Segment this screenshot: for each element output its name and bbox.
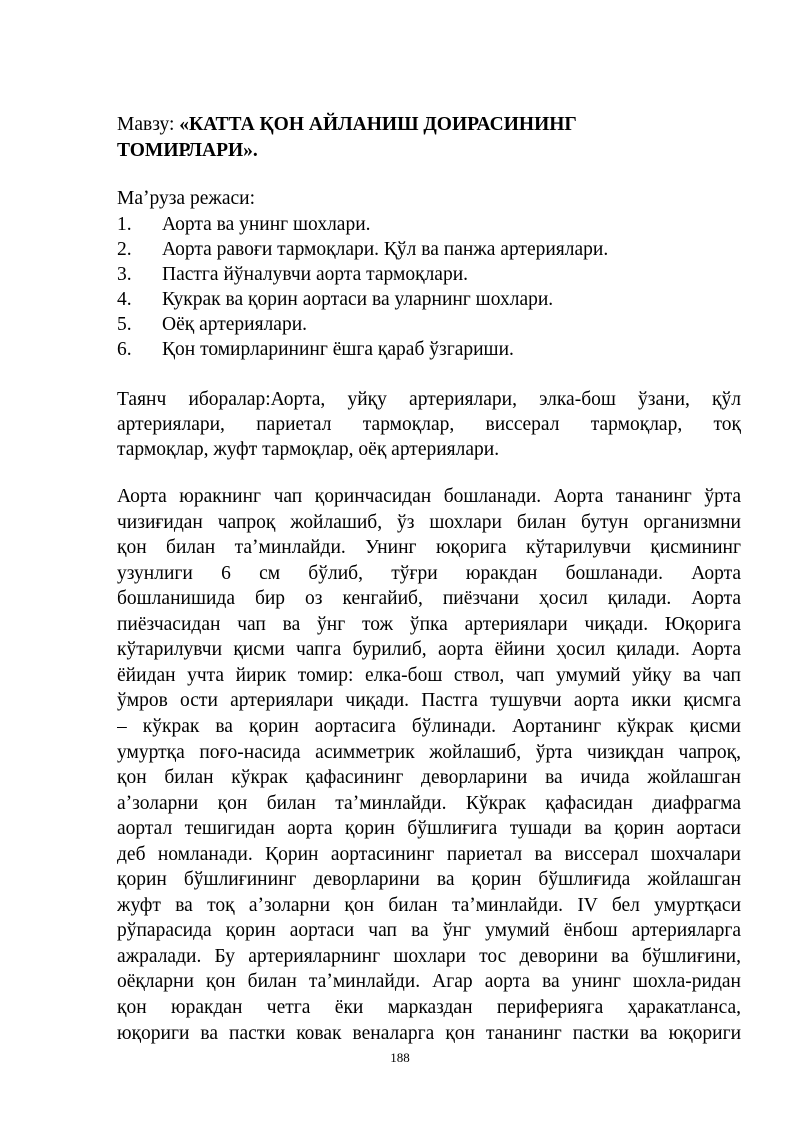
plan-item-number: 3. <box>117 264 132 285</box>
keywords-line: тармоқлар, жуфт тармоқлар, оёқ артериялари. <box>117 439 500 460</box>
body-line: оёқларни қон билан таʼминлайди. Агар аорта ва унинг шохла-ридан <box>117 971 741 993</box>
plan-item-number: 6. <box>117 339 132 360</box>
plan-item-text: Қон томирларининг ёшга қараб ўзгариши. <box>162 339 514 360</box>
body-line: аортал тешигидан аорта қорин бўшлиғига тушади ва қорин аортаси <box>117 818 741 840</box>
body-line: бошланишида бир оз кенгайиб, пиёзчани ҳосил қилади. Аорта <box>117 588 741 610</box>
body-line: ёйидан учта йирик томир: елка-бош ствол, чап умумий уйқу ва чап <box>117 664 741 686</box>
plan-item-text: Кукрак ва қорин аортаси ва уларнинг шохлари. <box>162 289 554 310</box>
body-line: рўпарасида қорин аортаси чап ва ўнг умумий ёнбош артерияларга <box>117 920 741 942</box>
body-line: деб номланади. Қорин аортасининг париетал ва висcерал шохчалари <box>117 843 741 865</box>
body-line: кўтарилувчи қисми чапга бурилиб, аорта ёйини ҳосил қилади. Аорта <box>117 639 741 661</box>
plan-item-number: 1. <box>117 214 132 235</box>
body-line: узунлиги 6 см бўлиб, тўғри юракдан бошланади. Аорта <box>117 562 741 584</box>
plan-item <box>117 237 741 263</box>
plan-item-text: Аорта равоғи тармоқлари. Қўл ва панжа артериялари. <box>162 239 609 260</box>
body-line: ўмров ости артериялари чиқади. Пастга тушувчи аорта икки қисмга <box>117 690 741 712</box>
body-line: юқориги ва пастки ковак веналарга қон тананинг пастки ва юқориги <box>117 1022 741 1044</box>
body-line: умуртқа поғо-насида асимметрик жойлашиб, ўрта чизиқдан чапроқ, <box>117 741 741 763</box>
body-line: ажралади. Бу артерияларнинг шохлари тос деворини ва бўшлиғини, <box>117 945 741 967</box>
body-line: пиёзчасидан чап ва ўнг тож ўпка артериялари чиқади. Юқорига <box>117 613 741 635</box>
page-number: 188 <box>390 1050 410 1065</box>
topic-heading-line1 <box>117 112 741 138</box>
plan-item <box>117 212 741 238</box>
keywords-line: Таянч иборалар:Аорта, уйқу артериялари, элка-бош ўзани, қўл <box>117 389 741 410</box>
plan-item-number: 5. <box>117 314 132 335</box>
body-line: – кўкрак ва қорин аортасига бўлинади. Аортанинг кўкрак қисми <box>117 715 741 737</box>
topic-title-part2: ТОМИРЛАРИ». <box>117 140 258 161</box>
plan-item-number: 2. <box>117 239 132 260</box>
plan-item-text: Оёқ артериялари. <box>162 314 308 335</box>
topic-label: Мавзу: <box>117 114 180 135</box>
body-line: жуфт ва тоқ аʼзоларни қон билан таʼминлайди. IV бел умуртқаси <box>117 894 741 916</box>
keywords-line: артериялари, париетал тармоқлар, висcерал тармоқлар, тоқ <box>117 414 741 435</box>
plan-label: Маʼруза режаси: <box>117 188 256 209</box>
body-line: аʼзоларни қон билан таʼминлайди. Кўкрак қафасидан диафрагма <box>117 792 741 814</box>
body-line: қон юракдан четга ёки марказдан периферияга ҳаракатланса, <box>117 997 741 1018</box>
plan-item-number: 4. <box>117 289 132 310</box>
topic-title-part1: «КАТТА ҚОН АЙЛАНИШ ДОИРАСИНИНГ <box>179 114 577 135</box>
body-line: чизиғидан чапроқ жойлашиб, ўз шохлари билан бутун организмни <box>117 511 741 533</box>
body-line: қон билан таʼминлайди. Унинг юқорига кўтарилувчи қисмининг <box>117 537 741 559</box>
plan-item <box>117 312 741 338</box>
plan-item-text: Аорта ва унинг шохлари. <box>162 214 371 235</box>
body-line: қон билан кўкрак қафасининг деворларини ва ичида жойлашган <box>117 767 741 789</box>
plan-item <box>117 262 741 288</box>
plan-item <box>117 287 741 313</box>
plan-item <box>117 337 741 363</box>
body-line: қорин бўшлиғининг деворларини ва қорин бўшлиғида жойлашган <box>117 869 741 891</box>
body-line: Аорта юракнинг чап қоринчасидан бошланади. Аорта тананинг ўрта <box>117 486 741 507</box>
plan-item-text: Пастга йўналувчи аорта тармоқлари. <box>162 264 469 285</box>
